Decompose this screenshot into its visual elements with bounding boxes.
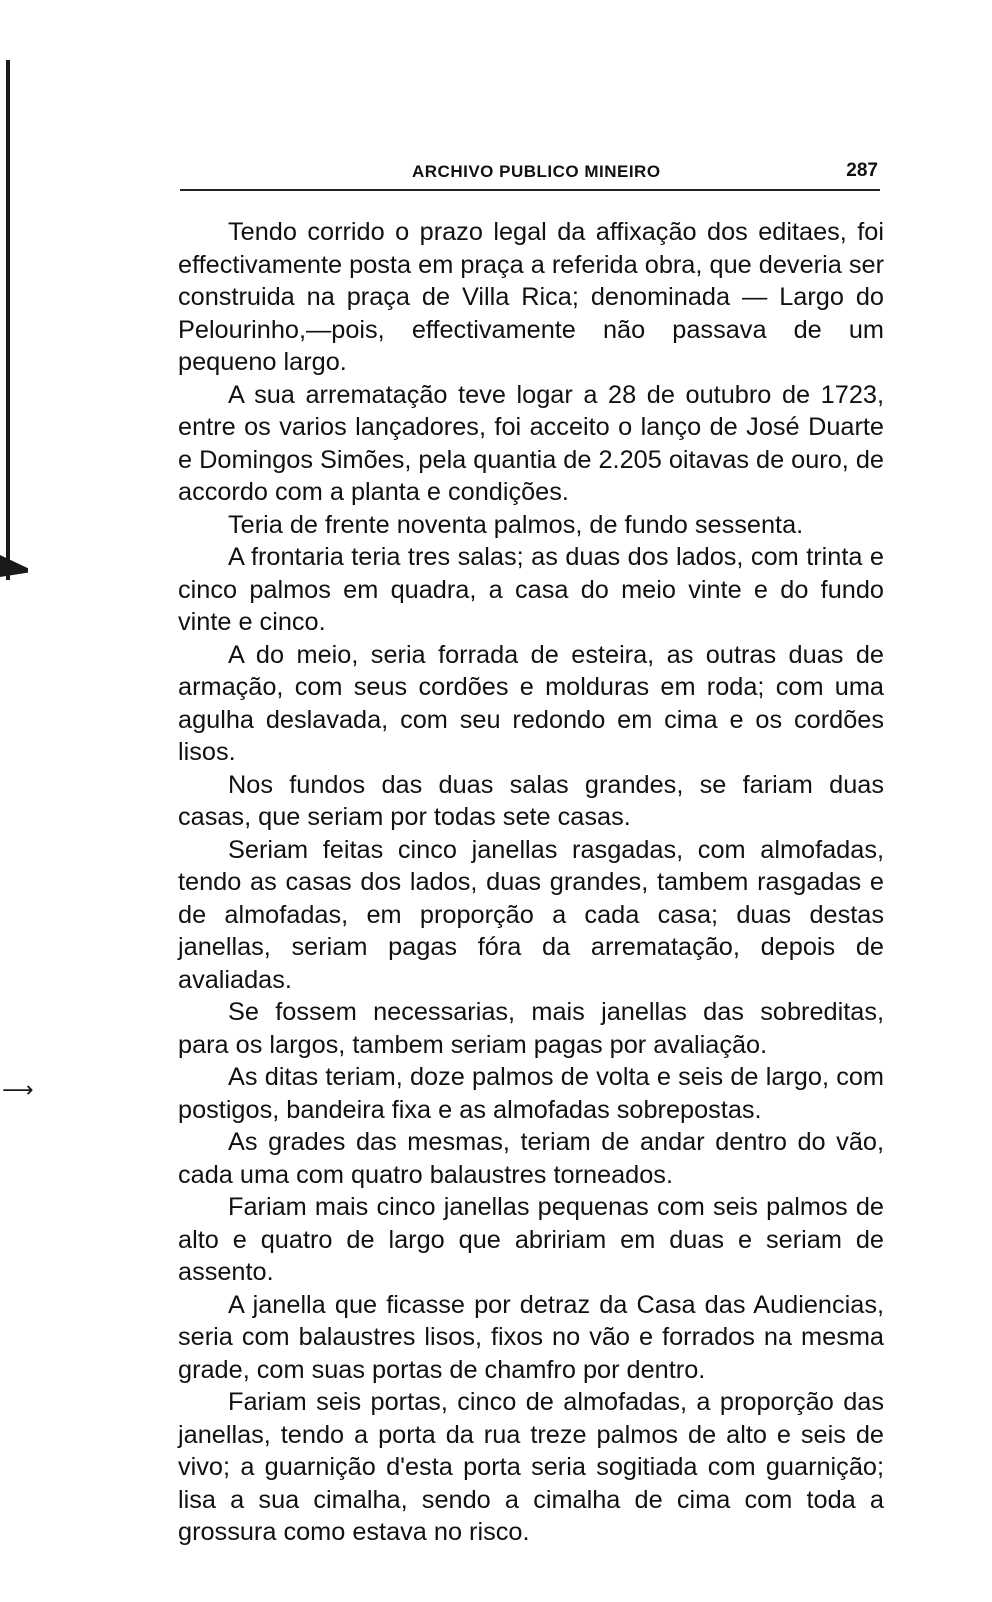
paragraph: Se fossem necessarias, mais janellas das sobreditas, para os largos, tambem seriam pagas por avaliação.	[178, 998, 884, 1059]
running-header	[180, 158, 880, 188]
body-text	[178, 216, 884, 1549]
margin-mark: ⟶	[2, 1078, 34, 1103]
paragraph: As grades das mesmas, teriam de andar dentro do vão, cada uma com quatro balaustres torneados.	[178, 1128, 884, 1189]
paragraph: A do meio, seria forrada de esteira, as outras duas de armação, com seus cordões e molduras em roda; com uma agulha deslavada, com seu redondo em cima e os cordões lisos.	[178, 640, 884, 766]
paragraph: A frontaria teria tres salas; as duas dos lados, com trinta e cinco palmos em quadra, a casa do meio vinte e do fundo vinte e cinco.	[178, 543, 884, 636]
header-rule	[180, 189, 880, 191]
paragraph: A sua arrematação teve logar a 28 de outubro de 1723, entre os varios lançadores, foi acceito o lanço de José Duarte e Domingos Simões, pela quantia de 2.205 oitavas de ouro, de accordo com a planta e condições.	[178, 380, 884, 506]
binding-edge	[6, 60, 10, 580]
header-title: ARCHIVO PUBLICO MINEIRO	[412, 162, 661, 181]
paragraph: As ditas teriam, doze palmos de volta e seis de largo, com postigos, bandeira fixa e as almofadas sobrepostas.	[178, 1063, 884, 1124]
paragraph: Tendo corrido o prazo legal da affixação dos editaes, foi effectivamente posta em praça a referida obra, que deveria ser construida na praça de Villa Rica; denominada — Largo do Pelourinho,—pois, effectivamente não passava de um pequeno largo.	[178, 218, 884, 376]
paragraph: Teria de frente noventa palmos, de fundo sessenta.	[228, 510, 804, 539]
binding-mark	[0, 555, 28, 577]
paragraph: A janella que ficasse por detraz da Casa das Audiencias, seria com balaustres lisos, fixos no vão e forrados na mesma grade, com suas portas de chamfro por dentro.	[178, 1290, 884, 1384]
paragraph: Seriam feitas cinco janellas rasgadas, com almofadas, tendo as casas dos lados, duas grandes, tambem rasgadas e de almofadas, em proporção a cada casa; duas destas janellas, seriam pagas fóra da arrematação, depois de avaliadas.	[178, 835, 884, 994]
paragraph: Fariam mais cinco janellas pequenas com seis palmos de alto e quatro de largo que abririam em duas e seriam de assento.	[178, 1193, 884, 1286]
paragraph: Nos fundos das duas salas grandes, se fariam duas casas, que seriam por todas sete casas.	[178, 770, 884, 831]
paragraph: Fariam seis portas, cinco de almofadas, a proporção das janellas, tendo a porta da rua treze palmos de alto e seis de vivo; a guarnição d'esta porta seria sogitiada com guarnição; lisa a sua cimalha, sendo a cimalha de cima com toda a grossura como estava no risco.	[178, 1388, 884, 1546]
page-number: 287	[846, 160, 878, 181]
